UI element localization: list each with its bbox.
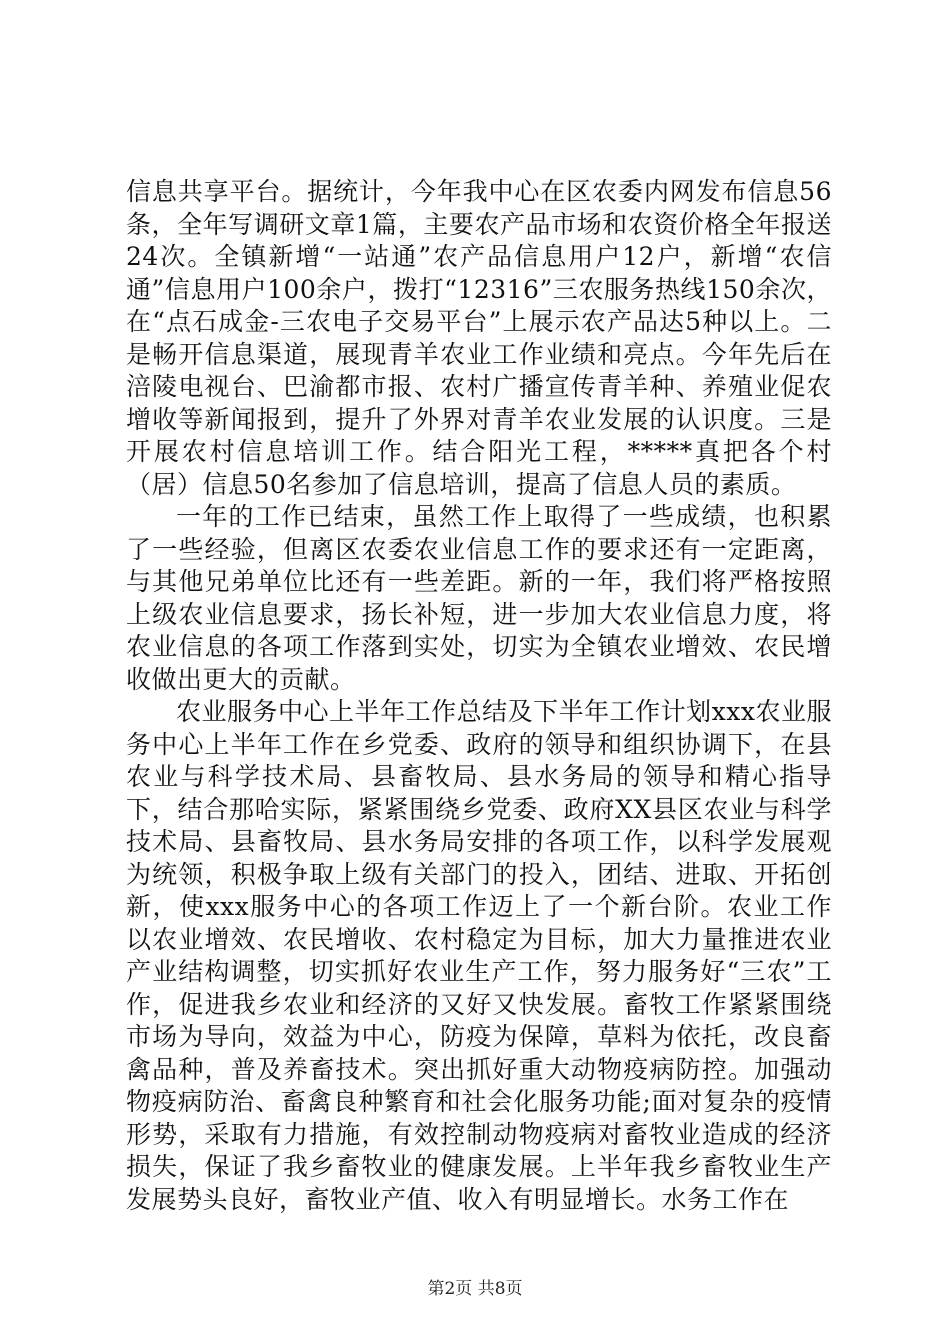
paragraph-summary: 一年的工作已结束，虽然工作上取得了一些成绩，也积累了一些经验，但离区农委农业信息工作的要求还有一定距离，与其他兄弟单位比还有一些差距。新的一年，我们将严格按照上级农业信息要求，扬长补短，进一步加大农业信息力度，将农业信息的各项工作落到实处，切实为全镇农业增效、农民增收做出更大的贡献。: [126, 502, 832, 694]
page-footer: 第2页 共8页: [427, 1279, 523, 1299]
body-text: [126, 176, 832, 1216]
paragraph-continued: 信息共享平台。据统计，今年我中心在区农委内网发布信息56条，全年写调研文章1篇，主要农产品市场和农资价格全年报送24次。全镇新增“一站通”农产品信息用户12户，新增“农信通”信息用户100余户，拨打“12316”三农服务热线150余次，在“点石成金-三农电子交易平台”上展示农产品达5种以上。二是畅开信息渠道，展现青羊农业工作业绩和亮点。今年先后在涪陵电视台、巴渝都市报、农村广播宣传青羊种、养殖业促农增收等新闻报到，提升了外界对青羊农业发展的认识度。三是开展农村信息培训工作。结合阳光工程，*****真把各个村（居）信息50名参加了信息培训，提高了信息人员的素质。: [126, 177, 832, 499]
paragraph-service-center: 农业服务中心上半年工作总结及下半年工作计划xxx农业服务中心上半年工作在乡党委、政府的领导和组织协调下，在县农业与科学技术局、县畜牧局、县水务局的领导和精心指导下，结合那哈实际，紧紧围绕乡党委、政府XX县区农业与科学技术局、县畜牧局、县水务局安排的各项工作，以科学发展观为统领，积极争取上级有关部门的投入，团结、进取、开拓创新，使xxx服务中心的各项工作迈上了一个新台阶。农业工作以农业增效、农民增收、农村稳定为目标，加大力量推进农业产业结构调整，切实抓好农业生产工作，努力服务好“三农”工作，促进我乡农业和经济的又好又快发展。畜牧工作紧紧围绕市场为导向，效益为中心，防疫为保障，草料为依托，改良畜禽品种，普及养畜技术。突出抓好重大动物疫病防控。加强动物疫病防治、畜禽良种繁育和社会化服务功能;面对复杂的疫情形势，采取有力措施，有效控制动物疫病对畜牧业造成的经济损失，保证了我乡畜牧业的健康发展。上半年我乡畜牧业生产发展势头良好，畜牧业产值、收入有明显增长。水务工作在: [126, 697, 832, 1214]
